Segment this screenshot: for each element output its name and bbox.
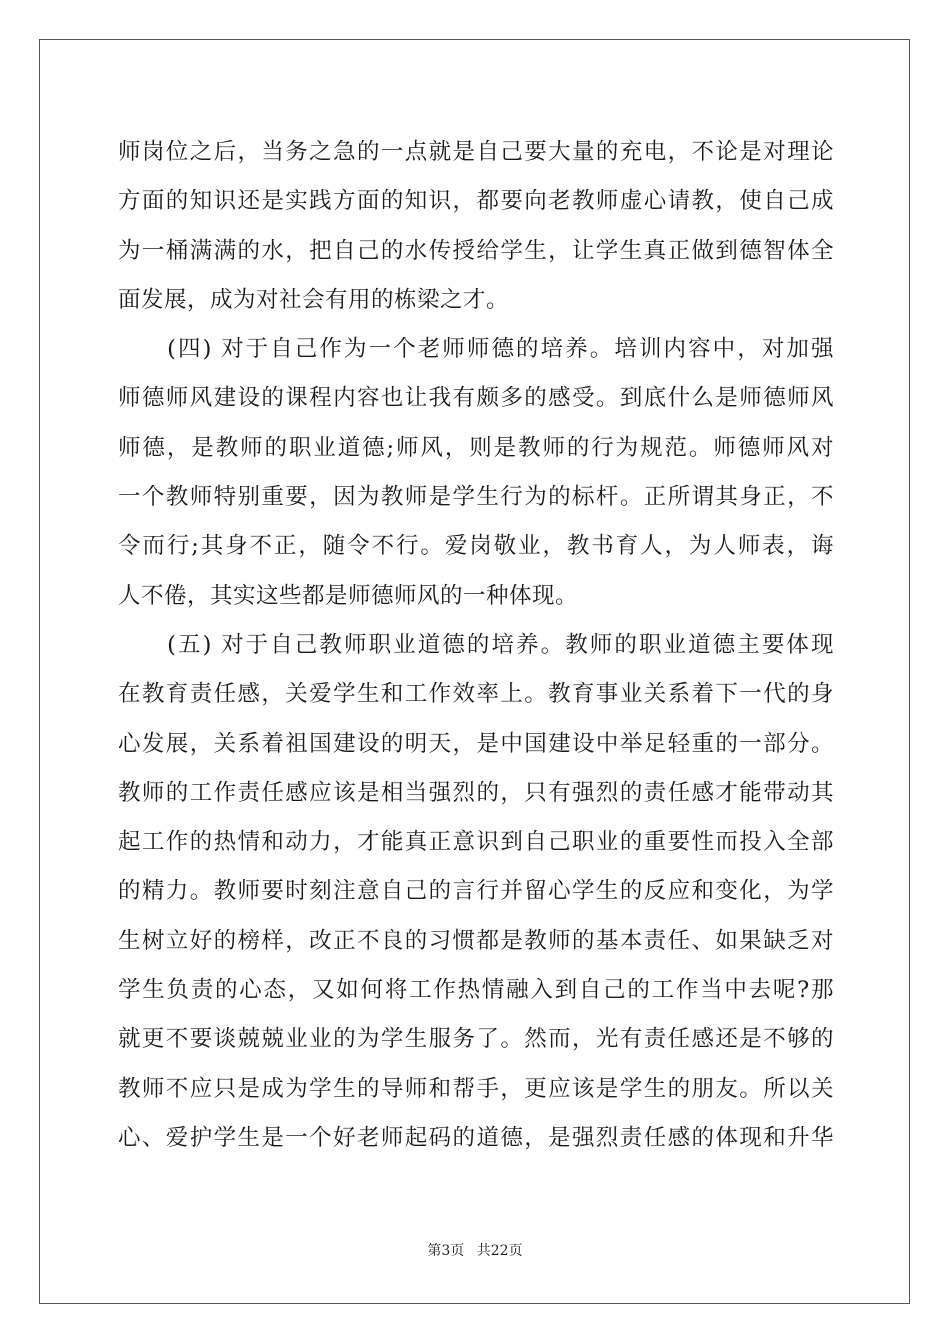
text-line: 人不倦，其实这些都是师德师风的一种体现。 (118, 582, 579, 609)
text-line: 在教育责任感，关爱学生和工作效率上。教育事业关系着下一代的身 (118, 681, 834, 708)
text-line: 为一桶满满的水，把自己的水传授给学生，让学生真正做到德智体全 (118, 237, 834, 264)
text-line: 的精力。教师要时刻注意自己的言行并留心学生的反应和变化，为学 (118, 878, 834, 905)
text-line: 学生负责的心态，又如何将工作热情融入到自己的工作当中去呢?那 (118, 977, 834, 1004)
text-line: 生树立好的榜样，改正不良的习惯都是教师的基本责任、如果缺乏对 (118, 927, 834, 954)
text-line: 教师的工作责任感应该是相当强烈的，只有强烈的责任感才能带动其 (118, 779, 834, 806)
text-line: 心、爱护学生是一个好老师起码的道德，是强烈责任感的体现和升华 (118, 1124, 834, 1151)
text-line: 起工作的热情和动力，才能真正意识到自己职业的重要性而投入全部 (118, 829, 834, 856)
text-line: 方面的知识还是实践方面的知识，都要向老教师虚心请教，使自己成 (118, 188, 834, 215)
text-line: 令而行;其身不正，随令不行。爱岗敬业，教书育人，为人师表，诲 (118, 533, 834, 560)
page-total: 共22页 (476, 1243, 523, 1259)
text-line: 就更不要谈兢兢业业的为学生服务了。然而，光有责任感还是不够的 (118, 1026, 834, 1053)
text-line: 心发展，关系着祖国建设的明天，是中国建设中举足轻重的一部分。 (118, 730, 834, 757)
document-body (118, 128, 834, 1163)
text-line: 师岗位之后，当务之急的一点就是自己要大量的充电，不论是对理论 (118, 139, 834, 165)
text-line: 一个教师特别重要，因为教师是学生行为的标杆。正所谓其身正，不 (118, 484, 834, 511)
page-number: 第3页 (427, 1243, 465, 1259)
text-line: (四) 对于自己作为一个老师师德的培养。培训内容中，对加强 (118, 336, 834, 363)
text-line: 面发展，成为对社会有用的栋梁之才。 (118, 286, 510, 313)
text-line: 师德师风建设的课程内容也让我有颇多的感受。到底什么是师德师风 (118, 385, 834, 412)
text-line: 师德，是教师的职业道德;师风，则是教师的行为规范。师德师风对 (118, 434, 834, 461)
page-footer (0, 1240, 950, 1260)
text-line: (五) 对于自己教师职业道德的培养。教师的职业道德主要体现 (118, 631, 834, 658)
text-line: 教师不应只是成为学生的导师和帮手，更应该是学生的朋友。所以关 (118, 1075, 834, 1102)
